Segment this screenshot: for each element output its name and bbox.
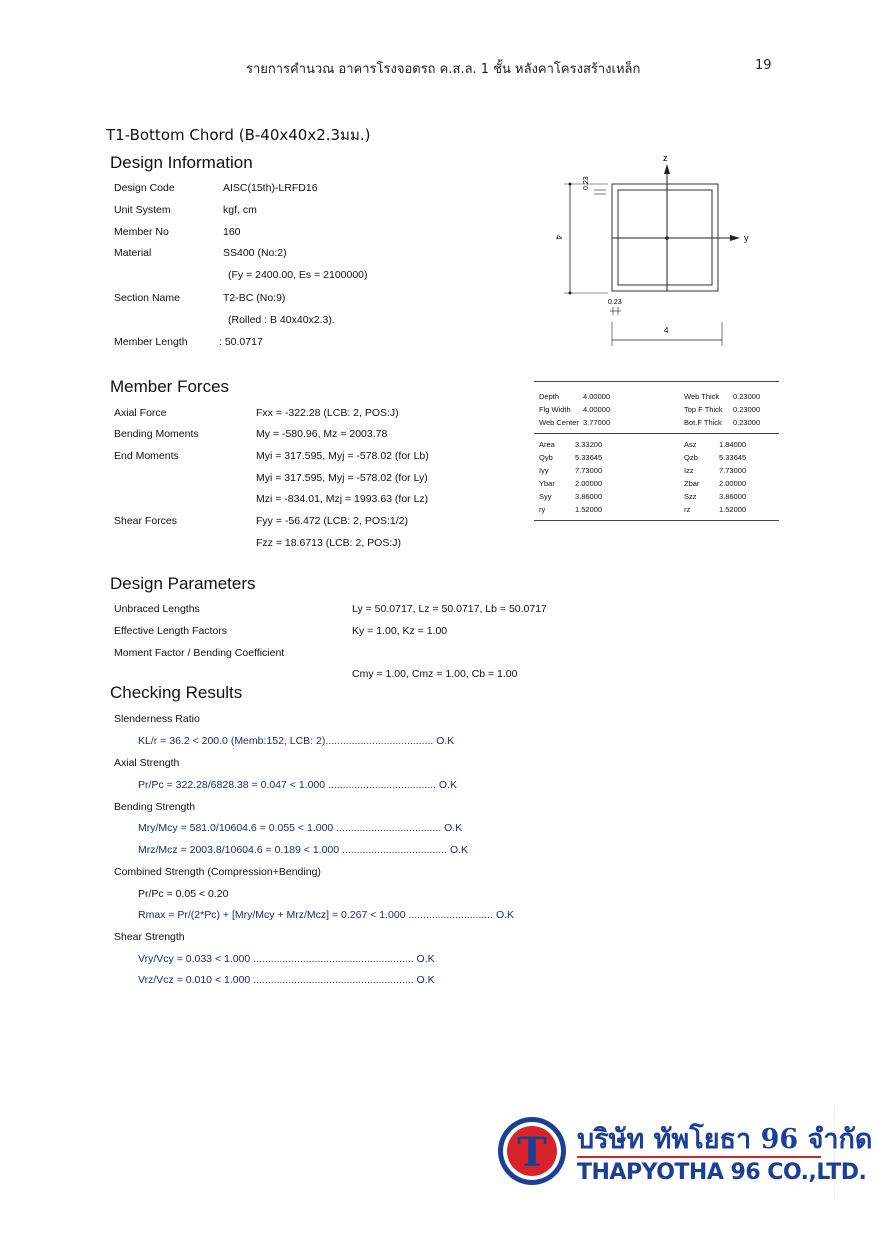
member-title: T1-Bottom Chord (B-40x40x2.3มม.) (106, 126, 371, 144)
design-info-label: Member No (114, 226, 169, 238)
report-header-title: รายการคำนวณ อาคารโรงจอดรถ ค.ส.ล. 1 ชั้น หลังคาโครงสร้างเหล็ก (246, 62, 641, 77)
property-label: Depth (539, 392, 560, 401)
section-figure (550, 150, 780, 350)
property-value: 4.00000 (583, 405, 611, 414)
design-parameter-value: Ly = 50.0717, Lz = 50.0717, Lb = 50.0717 (352, 603, 547, 615)
design-parameter-label: Effective Length Factors (114, 625, 228, 637)
member-force-value: Fyy = -56.472 (LCB: 2, POS:1/2) (256, 515, 409, 527)
member-force-label: Axial Force (114, 407, 167, 419)
property-label: Flg Width (539, 405, 571, 414)
property-label: Qzb (684, 453, 698, 462)
property-value: 1.84000 (719, 440, 747, 449)
member-force-value: Fzz = 18.6713 (LCB: 2, POS:J) (256, 537, 402, 549)
check-result-line: Pr/Pc = 322.28/6828.38 = 0.047 < 1.000 ..................................... O.K (138, 779, 457, 791)
property-label: Web Center (539, 418, 579, 427)
z-axis-label: z (663, 153, 668, 163)
y-axis-arrow-icon (730, 235, 740, 241)
member-force-value: Myi = 317.595, Myj = -578.02 (for Ly) (256, 472, 428, 484)
member-force-value: My = -580.96, Mz = 2003.78 (256, 428, 388, 440)
check-group-title: Combined Strength (Compression+Bending) (114, 866, 321, 878)
check-result-line: Vrz/Vcz = 0.010 < 1.000 ....................................................... O.K (138, 974, 435, 986)
member-force-label: Shear Forces (114, 515, 178, 527)
property-value: 3.86000 (575, 492, 603, 501)
design-info-label: Member Length (114, 336, 188, 348)
property-label: Qyb (539, 453, 553, 462)
company-logo (487, 1105, 873, 1198)
check-result-line: Vry/Vcy = 0.033 < 1.000 ....................................................... O.K (138, 953, 435, 965)
property-label: Zbar (684, 479, 700, 488)
design-information-heading: Design Information (110, 153, 253, 172)
property-value: 3.77000 (583, 418, 611, 427)
property-label: Ybar (539, 479, 555, 488)
property-label: Syy (539, 492, 552, 501)
property-label: Area (539, 440, 555, 449)
design-info-label: Section Name (114, 292, 180, 304)
property-label: Iyy (539, 466, 549, 475)
y-axis-label: y (744, 233, 749, 243)
design-parameters-heading: Design Parameters (110, 574, 256, 593)
design-parameter-label: Moment Factor / Bending Coefficient (114, 647, 285, 659)
design-info-value: kgf, cm (223, 204, 257, 216)
property-value: 2.00000 (719, 479, 747, 488)
property-value: 7.73000 (575, 466, 603, 475)
page-number: 19 (755, 58, 772, 73)
member-force-label: Bending Moments (114, 428, 199, 440)
property-label: Izz (684, 466, 694, 475)
design-info-value: : 50.0717 (219, 336, 263, 348)
design-parameter-value: Cmy = 1.00, Cmz = 1.00, Cb = 1.00 (352, 668, 518, 680)
checking-results-heading: Checking Results (110, 683, 243, 702)
design-info-value: T2-BC (No:9) (223, 292, 286, 304)
property-label: Web Thick (684, 392, 720, 401)
design-info-label: Unit System (114, 204, 171, 216)
design-info-value: (Rolled : B 40x40x2.3). (228, 314, 335, 326)
check-result-line: KL/r = 36.2 < 200.0 (Memb:152, LCB: 2)..................................... O.K (138, 735, 455, 747)
design-info-label: Material (114, 247, 152, 259)
member-forces-heading: Member Forces (110, 377, 230, 396)
property-value: 3.33200 (575, 440, 603, 449)
property-value: 5.33645 (575, 453, 603, 462)
width-dimension-label: 4 (664, 326, 669, 335)
logo-letter: T (517, 1129, 547, 1176)
design-info-label: Design Code (114, 182, 175, 194)
design-info-value: AISC(15th)-LRFD16 (223, 182, 318, 194)
member-force-value: Myi = 317.595, Myj = -578.02 (for Lb) (256, 450, 429, 462)
check-group-title: Shear Strength (114, 931, 185, 943)
property-value: 0.23000 (733, 405, 761, 414)
design-info-value: (Fy = 2400.00, Es = 2100000) (228, 269, 368, 281)
logo-divider (577, 1156, 821, 1158)
height-dimension-label: 4 (554, 235, 563, 240)
design-info-value: SS400 (No:2) (223, 247, 287, 259)
check-group-title: Slenderness Ratio (114, 713, 200, 725)
property-value: 7.73000 (719, 466, 747, 475)
check-group-title: Axial Strength (114, 757, 180, 769)
design-parameter-label: Unbraced Lengths (114, 603, 200, 615)
property-label: Bot.F Thick (684, 418, 722, 427)
check-result-line: Mrz/Mcz = 2003.8/10604.6 = 0.189 < 1.000 .................................... O.K (138, 844, 469, 856)
property-value: 4.00000 (583, 392, 611, 401)
member-force-value: Mzi = -834.01, Mzj = 1993.63 (for Lz) (256, 493, 429, 505)
member-force-label: End Moments (114, 450, 179, 462)
property-label: ry (539, 505, 546, 514)
property-value: 1.52000 (719, 505, 747, 514)
company-name-thai: บริษัท ทัพโยธา 96 จำกัด (577, 1124, 873, 1155)
property-label: Top F Thick (684, 405, 723, 414)
property-value: 0.23000 (733, 392, 761, 401)
check-result-line: Pr/Pc = 0.05 < 0.20 (138, 888, 229, 900)
z-axis-arrow-icon (664, 164, 670, 174)
property-label: Szz (684, 492, 697, 501)
design-info-value: 160 (223, 226, 241, 238)
check-result-line: Mry/Mcy = 581.0/10604.6 = 0.055 < 1.000 .................................... O.K (138, 822, 463, 834)
property-value: 2.00000 (575, 479, 603, 488)
check-group-title: Bending Strength (114, 801, 196, 813)
property-value: 0.23000 (733, 418, 761, 427)
web-thickness-label: 0.23 (583, 176, 590, 190)
company-emblem-icon (496, 1115, 568, 1187)
property-value: 5.33645 (719, 453, 747, 462)
check-result-line: Rmax = Pr/(2*Pc) + [Mry/Mcy + Mrz/Mcz] = 0.267 < 1.000 ............................. O.K (138, 909, 515, 921)
property-label: rz (684, 505, 691, 514)
flange-thickness-label: 0.23 (608, 299, 622, 306)
member-force-value: Fxx = -322.28 (LCB: 2, POS:J) (256, 407, 399, 419)
property-value: 1.52000 (575, 505, 603, 514)
property-value: 3.86000 (719, 492, 747, 501)
design-parameter-value: Ky = 1.00, Kz = 1.00 (352, 625, 448, 637)
company-name-english: THAPYOTHA 96 CO.,LTD. (577, 1160, 867, 1185)
property-label: Asz (684, 440, 697, 449)
